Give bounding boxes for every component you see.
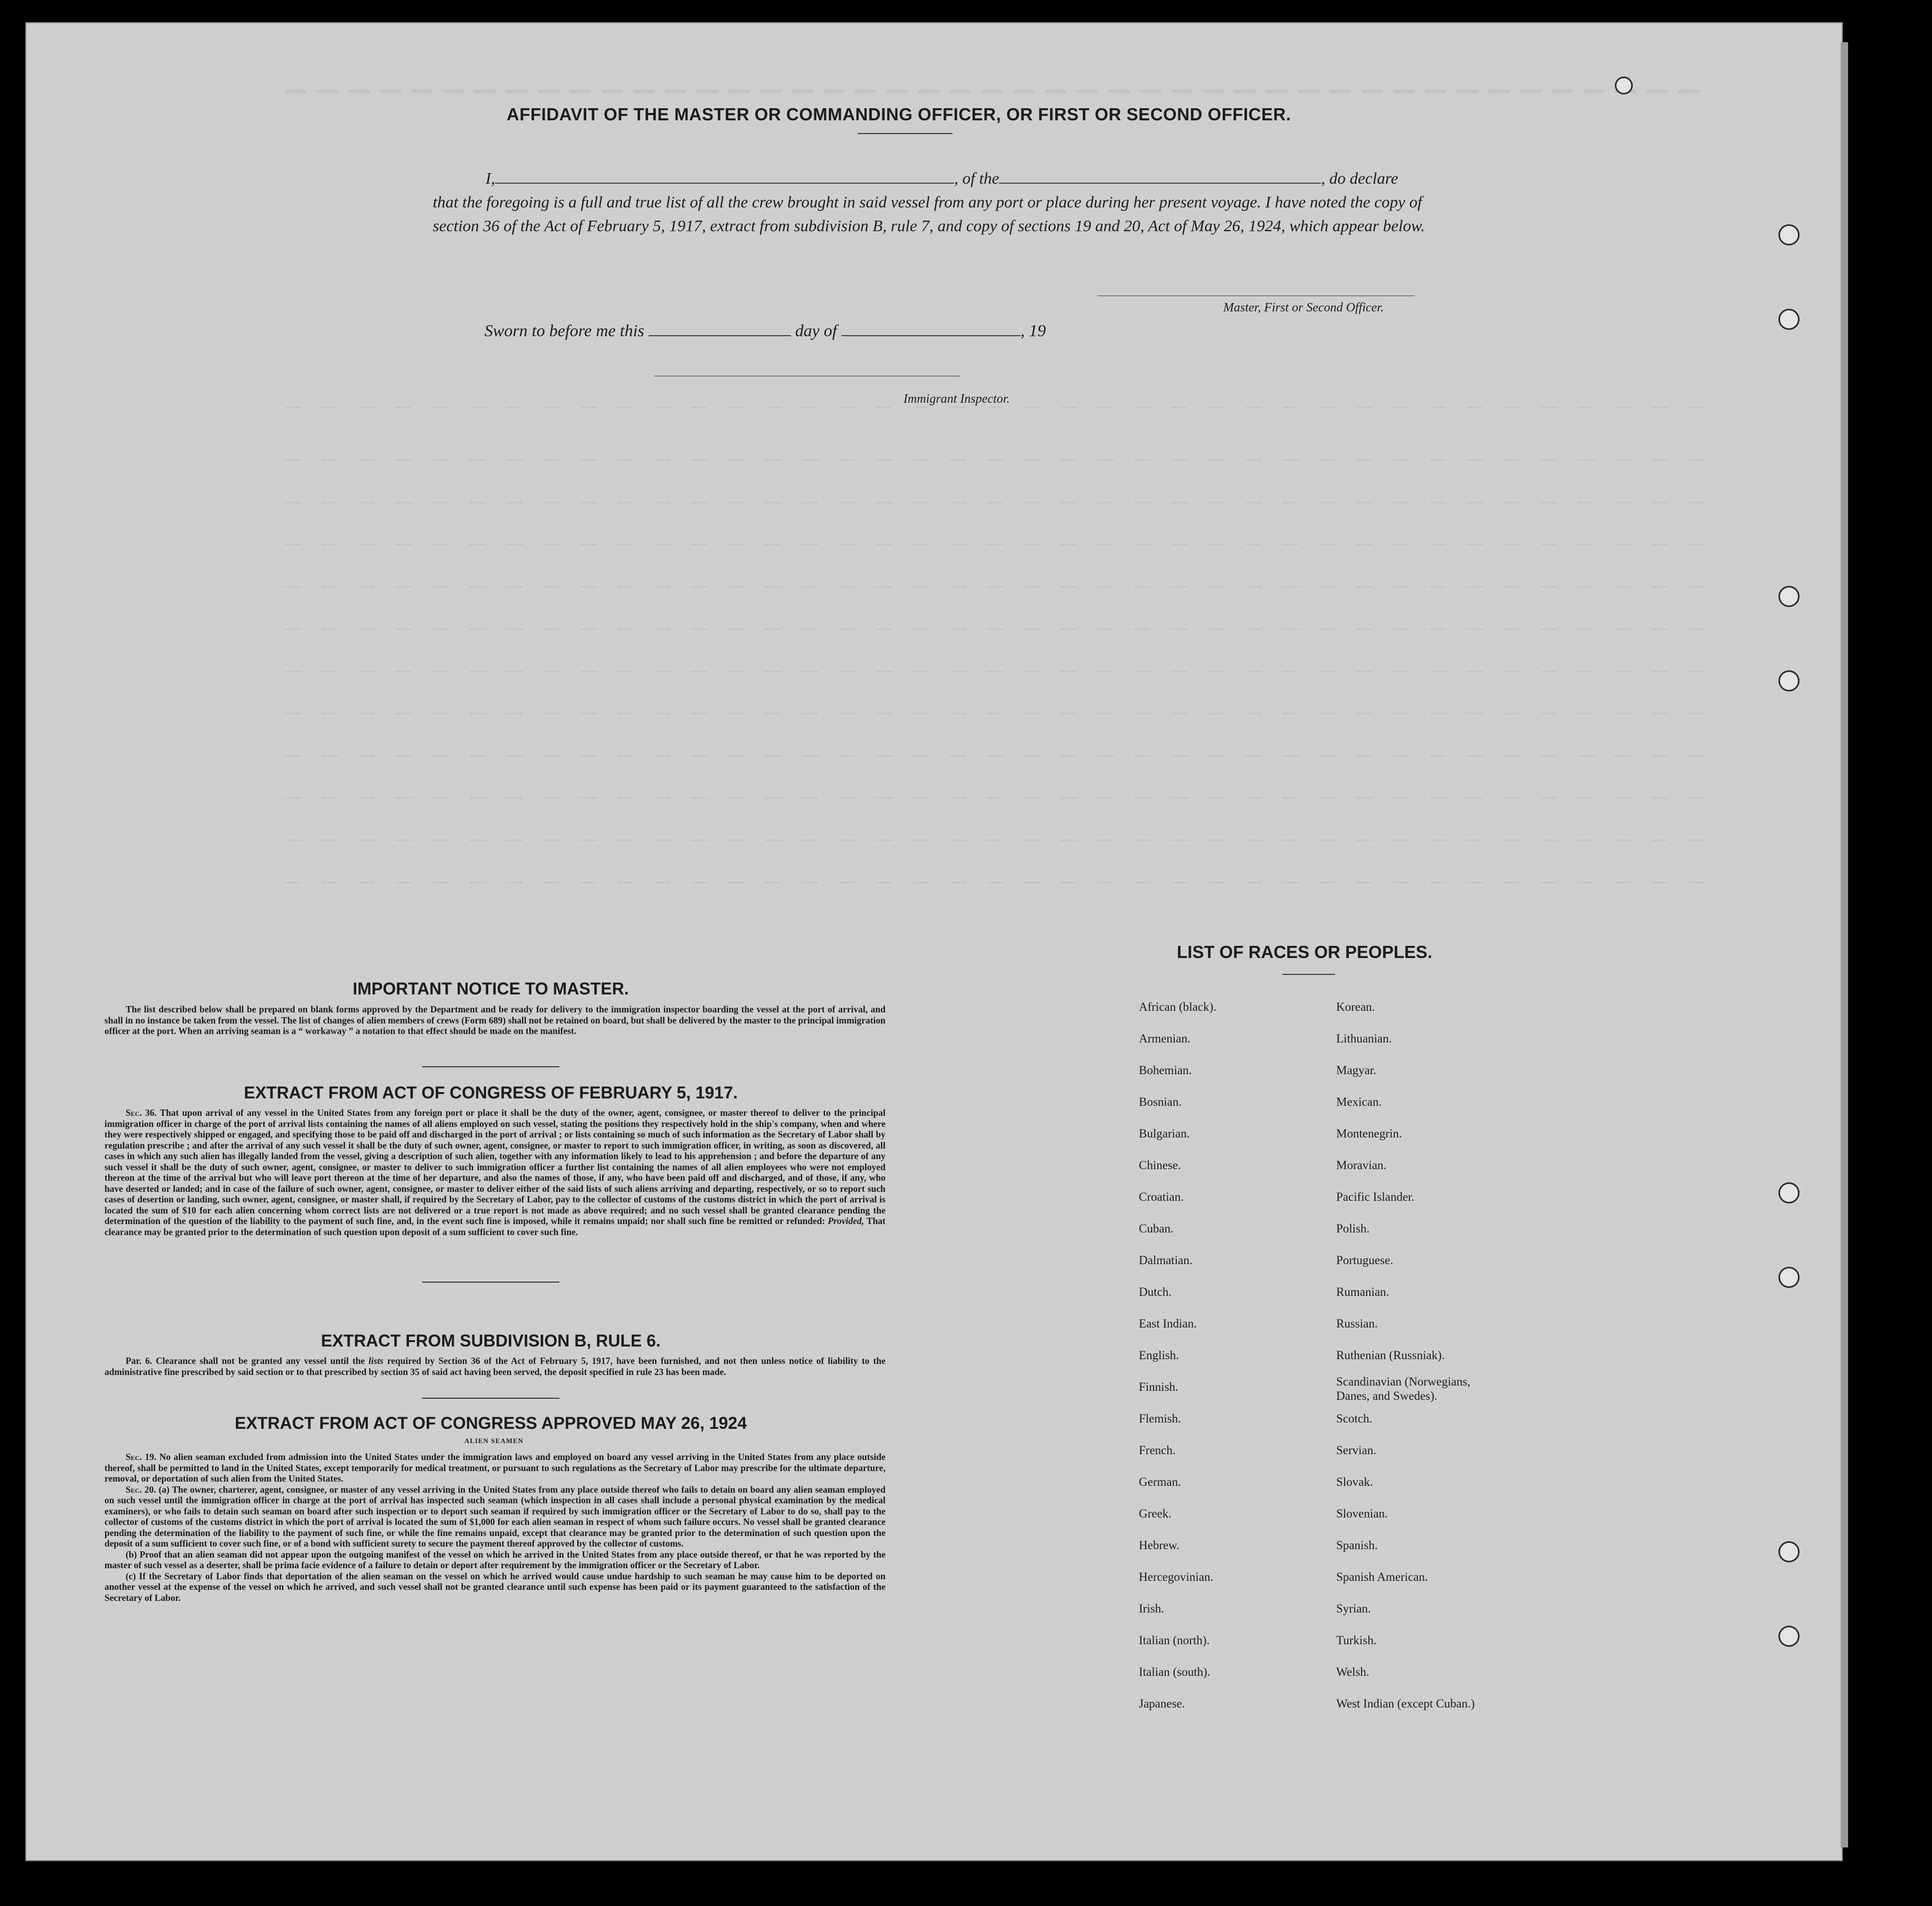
extract-1917-text: [104, 1107, 886, 1237]
extract-rule6-text: [104, 1355, 886, 1377]
race-item: Spanish.: [1336, 1539, 1378, 1552]
affidavit-title: AFFIDAVIT OF THE MASTER OR COMMANDING OFFICER, OR FIRST OR SECOND OFFICER.: [507, 105, 1291, 124]
extract-1917-title: EXTRACT FROM ACT OF CONGRESS OF FEBRUARY 5, 1917.: [244, 1083, 738, 1102]
race-item: Turkish.: [1336, 1634, 1377, 1647]
par-6-label: Par. 6.: [126, 1355, 153, 1366]
race-item: Slovenian.: [1336, 1507, 1388, 1520]
race-item: Magyar.: [1336, 1064, 1377, 1077]
affidavit-body: [433, 166, 1451, 238]
affidavit-declare-label: , do declare: [1321, 169, 1398, 187]
race-item: Syrian.: [1336, 1602, 1371, 1615]
race-item: Hebrew.: [1139, 1539, 1180, 1552]
races-right-column: [1336, 991, 1495, 1720]
proviso-text: That clearance may be granted prior to the determination of such question upon deposit of a sum sufficient to cover such fine.: [104, 1216, 886, 1237]
punch-hole-icon: [1778, 670, 1800, 691]
punch-hole-icon: [1778, 586, 1800, 607]
sworn-prefix: Sworn to before me this: [484, 321, 644, 340]
sec-20b-text: (b) Proof that an alien seaman did not appear upon the outgoing manifest of the vessel on which he arrived in the United States from any place outside thereof, or that he was reported by the master of such vessel as a deserter, shall be prima facie evidence of a failure to detain or deport after requirement by the immigration officer or the Secretary of Labor.: [104, 1549, 886, 1570]
proviso-label: Provided,: [827, 1216, 864, 1226]
notice-paragraph: The list described below shall be prepared on blank forms approved by the Department and be ready for delivery to the immigration inspector boarding the vessel at the port of arrival, and shall in no instance be taken from the vessel. The list of changes of alien members of crews (Form 689) shall not be retained on board, but shall be delivered by the master to the principal immigration officer at the port. When an arriving seaman is a “ workaway ” a notation to that effect should be made on the manifest.: [104, 1004, 886, 1036]
race-item: Scotch.: [1336, 1412, 1373, 1425]
sec-19-text: No alien seaman excluded from admission into the United States under the immigration laws and employed on board any vessel arriving in the United States from any place outside thereof, shall be permitted to land in the United States, except temporarily for medical treatment, or pursuant to such regulations as the Secretary of Labor may prescribe for the ultimate departure, removal, or deportation of such alien from the United States.: [104, 1452, 886, 1484]
race-item: Polish.: [1336, 1222, 1370, 1235]
race-item: Russian.: [1336, 1317, 1378, 1330]
race-item: Dalmatian.: [1139, 1254, 1193, 1267]
race-item: Japanese.: [1139, 1697, 1185, 1710]
race-item: Hercegovinian.: [1139, 1570, 1214, 1583]
vessel-blank: [999, 183, 1321, 184]
race-item: Chinese.: [1139, 1159, 1181, 1172]
divider: [422, 1066, 559, 1067]
race-item: Slovak.: [1336, 1475, 1373, 1488]
sec-20a-text: (a) The owner, charterer, agent, consignee, or master of any vessel arriving in the United States from any place outside thereof who fails to detain on board any alien seaman employed on such vessel until the immigration officer in charge at the port of arrival has inspected such seaman (which inspection in all cases shall include a personal physical examination by the medical examiners), or who fails to detain such seaman on board after such inspection or to deport such seaman if required by such immigration officer or the Secretary of Labor to do so, shall pay to the collector of customs of the customs district in which the port of arrival is located the sum of $1,000 for each alien seaman in respect of whom such failure occurs. No vessel shall be granted clearance pending the determination of the liability to the payment of such fine, or while the fine remains unpaid, except that clearance may be granted prior to the determination of such question upon the deposit of a sum sufficient to cover such fine, or of a bond with sufficient surety to secure the payment thereof approved by the collector of customs.: [104, 1484, 886, 1549]
race-item: Cuban.: [1139, 1222, 1174, 1235]
race-item: West Indian (except Cuban.): [1336, 1697, 1475, 1710]
race-item: Korean.: [1336, 1000, 1375, 1013]
race-item: Montenegrin.: [1336, 1127, 1402, 1140]
sworn-year-label: , 19: [1020, 321, 1046, 340]
sheet-edge: [1841, 42, 1848, 1847]
divider: [422, 1282, 559, 1283]
master-signature-label: Master, First or Second Officer.: [1223, 301, 1384, 315]
notice-title: IMPORTANT NOTICE TO MASTER.: [353, 979, 629, 998]
extract-1924-title: EXTRACT FROM ACT OF CONGRESS APPROVED MAY 26, 1924: [234, 1414, 747, 1433]
race-item: Moravian.: [1336, 1159, 1387, 1172]
sworn-line: [484, 321, 1046, 340]
race-item: Greek.: [1139, 1507, 1172, 1520]
race-item: German.: [1139, 1475, 1181, 1488]
race-item: Italian (south).: [1139, 1665, 1211, 1679]
races-title: LIST OF RACES OR PEOPLES.: [1177, 942, 1433, 962]
sec-19-label: Sec. 19.: [126, 1452, 157, 1462]
race-item: Pacific Islander.: [1336, 1190, 1415, 1203]
race-item: Bohemian.: [1139, 1064, 1192, 1077]
race-item: Dutch.: [1139, 1285, 1172, 1298]
race-item: Welsh.: [1336, 1665, 1369, 1679]
race-item: Portuguese.: [1336, 1254, 1393, 1267]
punch-hole-icon: [1778, 309, 1800, 330]
race-item: Italian (north).: [1139, 1634, 1210, 1647]
sec-36-label: Sec. 36.: [126, 1107, 157, 1118]
sworn-month-blank: [841, 335, 1021, 336]
race-item: Spanish American.: [1336, 1570, 1428, 1583]
affidavit-i-label: I,: [486, 169, 496, 187]
lists-word: lists: [368, 1355, 384, 1366]
race-item: Finnish.: [1139, 1380, 1178, 1393]
punch-hole-icon: [1778, 1541, 1800, 1562]
race-item: French.: [1139, 1444, 1176, 1457]
sec-20c-text: (c) If the Secretary of Labor finds that deportation of the alien seaman on the vessel on which he arrived would cause undue hardship to such seaman he may cause him to be deported on another vessel at the expense of the vessel on which he arrived, and such vessel shall not be granted clearance until such expense has been paid or its payment guaranteed to the satisfaction of the Secretary of Labor.: [104, 1570, 886, 1603]
race-item: East Indian.: [1139, 1317, 1197, 1330]
name-blank: [495, 183, 954, 184]
affidavit-declaration: that the foregoing is a full and true list of all the crew brought in said vessel from any port or place during her present voyage. I have noted the copy of section 36 of the Act of February 5, 1917, extract from subdivision B, rule 7, and copy of sections 19 and 20, Act of May 26, 1924, which appear below.: [433, 193, 1425, 235]
divider: [422, 1398, 559, 1399]
race-item: Servian.: [1336, 1444, 1377, 1457]
punch-hole-icon: [1778, 1182, 1800, 1203]
affidavit-of-the-label: , of the: [954, 169, 1000, 187]
race-item: Lithuanian.: [1336, 1032, 1392, 1045]
race-item: Mexican.: [1336, 1095, 1382, 1108]
sec-20-label: Sec. 20.: [126, 1484, 156, 1495]
race-item: Flemish.: [1139, 1412, 1181, 1425]
race-item: Armenian.: [1139, 1032, 1191, 1045]
inspector-label: Immigrant Inspector.: [903, 392, 1010, 406]
race-item: Scandinavian (Norwegians, Danes, and Swedes).: [1336, 1375, 1471, 1402]
race-item: Bosnian.: [1139, 1095, 1182, 1108]
race-item: Irish.: [1139, 1602, 1164, 1615]
punch-hole-icon: [1778, 1626, 1800, 1647]
races-left-column: [1139, 991, 1216, 1720]
race-item: Croatian.: [1139, 1190, 1184, 1203]
par-6-text-a: Clearance shall not be granted any vessel until the: [156, 1355, 365, 1366]
race-item: Ruthenian (Russniak).: [1336, 1349, 1445, 1362]
race-item: African (black).: [1139, 1000, 1216, 1013]
sworn-day-blank: [649, 335, 791, 336]
par-6-text-b: required by Section 36 of the Act of February 5, 1917, have been furnished, and not then unless notice of liability to the administrative fine prescribed by said section or to that prescribed by section 35 of said act having been served, the deposit specified in rule 23 has been made.: [104, 1355, 886, 1377]
alien-seamen-subtitle: ALIEN SEAMEN: [464, 1437, 524, 1445]
extract-rule6-title: EXTRACT FROM SUBDIVISION B, RULE 6.: [321, 1331, 661, 1350]
punch-hole-icon: [1615, 77, 1633, 94]
race-item: English.: [1139, 1349, 1179, 1362]
race-item: Bulgarian.: [1139, 1127, 1190, 1140]
extract-1924-text: [104, 1452, 886, 1603]
divider: [858, 133, 953, 134]
notice-text: [104, 1004, 886, 1037]
punch-hole-icon: [1778, 224, 1800, 245]
sworn-day-label: day of: [795, 321, 837, 340]
race-item: Rumanian.: [1336, 1285, 1389, 1298]
divider: [1282, 974, 1335, 975]
punch-hole-icon: [1778, 1267, 1800, 1288]
sec-36-text: That upon arrival of any vessel in the United States from any foreign port or place it shall be the duty of the owner, agent, consignee, or master thereof to deliver to the principal immigration officer in charge of the port of arrival lists containing the names of all aliens employed on such vessel, stating the positions they respectively hold in the ship's company, when and where they were respectively shipped or engaged, and specifying those to be paid off and discharged in the port of arrival ; or lists containing so much of such information as the Secretary of Labor shall by regulation prescribe ; and after the arrival of any such vessel it shall be the duty of such owner, agent, consignee, or master to report to such immigration officer, in writing, as soon as discovered, all cases in which any such alien has illegally landed from the vessel, giving a description of such alien, together with any information likely to lead to his apprehension ; and before the departure of any such vessel it shall be the duty of such owner, agent, consignee, or master to deliver to such immigration officer a further list containing the names of all alien employees who were not employed thereon at the time of the arrival but who will leave port thereon at the time of her departure, and also the names of those, if any, who have been paid off and discharged, and of those, if any, who have deserted or landed; and in case of the failure of such owner, agent, consignee, or master to deliver either of the said lists of such aliens arriving and departing, respectively, or so to report such cases of desertion or landing, such owner, agent, consignee, or master shall, if required by the Secretary of Labor, pay to the collector of customs of the customs district in which the port of arrival is located the sum of $10 for each alien concerning whom correct lists are not delivered or a true report is not made as above required; and no such vessel shall be granted clearance pending the determination of the question of the liability to the payment of such fine, and, in the event such fine is imposed, while it remains unpaid; nor shall such fine be remitted or refunded:: [104, 1107, 886, 1226]
